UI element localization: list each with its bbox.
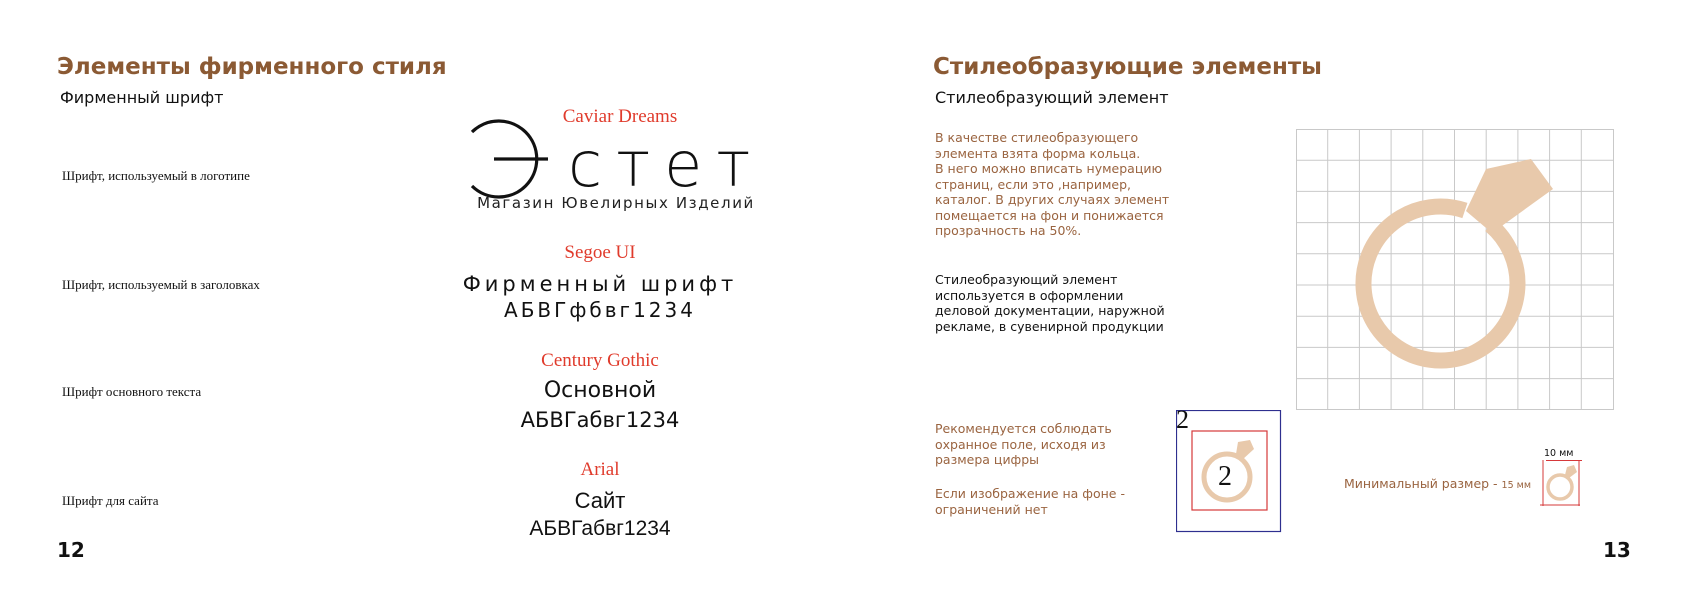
- brand-logo: [468, 112, 764, 222]
- section-subtitle-right: Стилеобразующий элемент: [935, 88, 1169, 107]
- row-label-logo-font: Шрифт, используемый в логотипе: [62, 168, 250, 183]
- page-title-left: Элементы фирменного стиля: [57, 54, 447, 80]
- row-label-body-font: Шрифт основного текста: [62, 384, 202, 399]
- min-size-label: Минимальный размер - 15 мм: [1344, 476, 1531, 491]
- min-size-width-label: 10 мм: [1544, 448, 1574, 459]
- ring-gem-icon: [1466, 159, 1553, 233]
- sample-web-line2: АБВГабвг1234: [529, 517, 671, 540]
- min-size-figure: [1540, 460, 1584, 506]
- construction-grid: [1296, 129, 1614, 410]
- font-name-arial: Arial: [580, 459, 620, 480]
- row-label-web-font: Шрифт для сайта: [62, 493, 159, 508]
- sample-heading-line2: АБВГфбвг1234: [504, 298, 696, 322]
- min-size-ring-icon: [1548, 475, 1572, 499]
- logo-tagline: Магазин Ювелирных Изделий: [477, 194, 755, 212]
- sample-heading-line1: Фирменный шрифт: [462, 272, 738, 296]
- sample-body-line2: АБВГабвг1234: [520, 408, 680, 432]
- font-name-caviar: Caviar Dreams: [562, 106, 678, 127]
- paragraph-usage: Стилеобразующий элемент используется в оформлении деловой документации, наружной рекламе, в сувенирной продукции: [935, 272, 1165, 334]
- ring-grid-figure: [1296, 129, 1614, 410]
- page-number-left: 12: [57, 538, 85, 562]
- paragraph-ring-shape: В качестве стилеобразующего элемента взята форма кольца. В него можно вписать нумерацию страниц, если это ,например, каталог. В других случаях элемент помещается на фон и понижается прозрачность на 50%.: [935, 130, 1170, 238]
- logo-wordmark: стет: [568, 128, 765, 201]
- paragraph-background: Если изображение на фоне - ограничений нет: [935, 486, 1125, 517]
- section-subtitle-left: Фирменный шрифт: [60, 88, 224, 107]
- sample-web-line1: Сайт: [574, 488, 626, 513]
- row-label-heading-font: Шрифт, используемый в заголовках: [62, 277, 260, 292]
- min-size-gem-icon: [1565, 465, 1577, 478]
- guard-digit-outer: 2: [1176, 405, 1189, 434]
- paragraph-guard-field: Рекомендуется соблюдать охранное поле, исходя из размера цифры: [935, 421, 1112, 467]
- page-number-right: 13: [1603, 538, 1631, 562]
- font-name-century: Century Gothic: [541, 350, 659, 371]
- sample-body-line1: Основной: [543, 378, 657, 403]
- page-title-right: Стилеобразующие элементы: [933, 54, 1322, 80]
- guard-digit-inner: 2: [1218, 461, 1232, 492]
- font-name-segoe: Segoe UI: [564, 242, 636, 263]
